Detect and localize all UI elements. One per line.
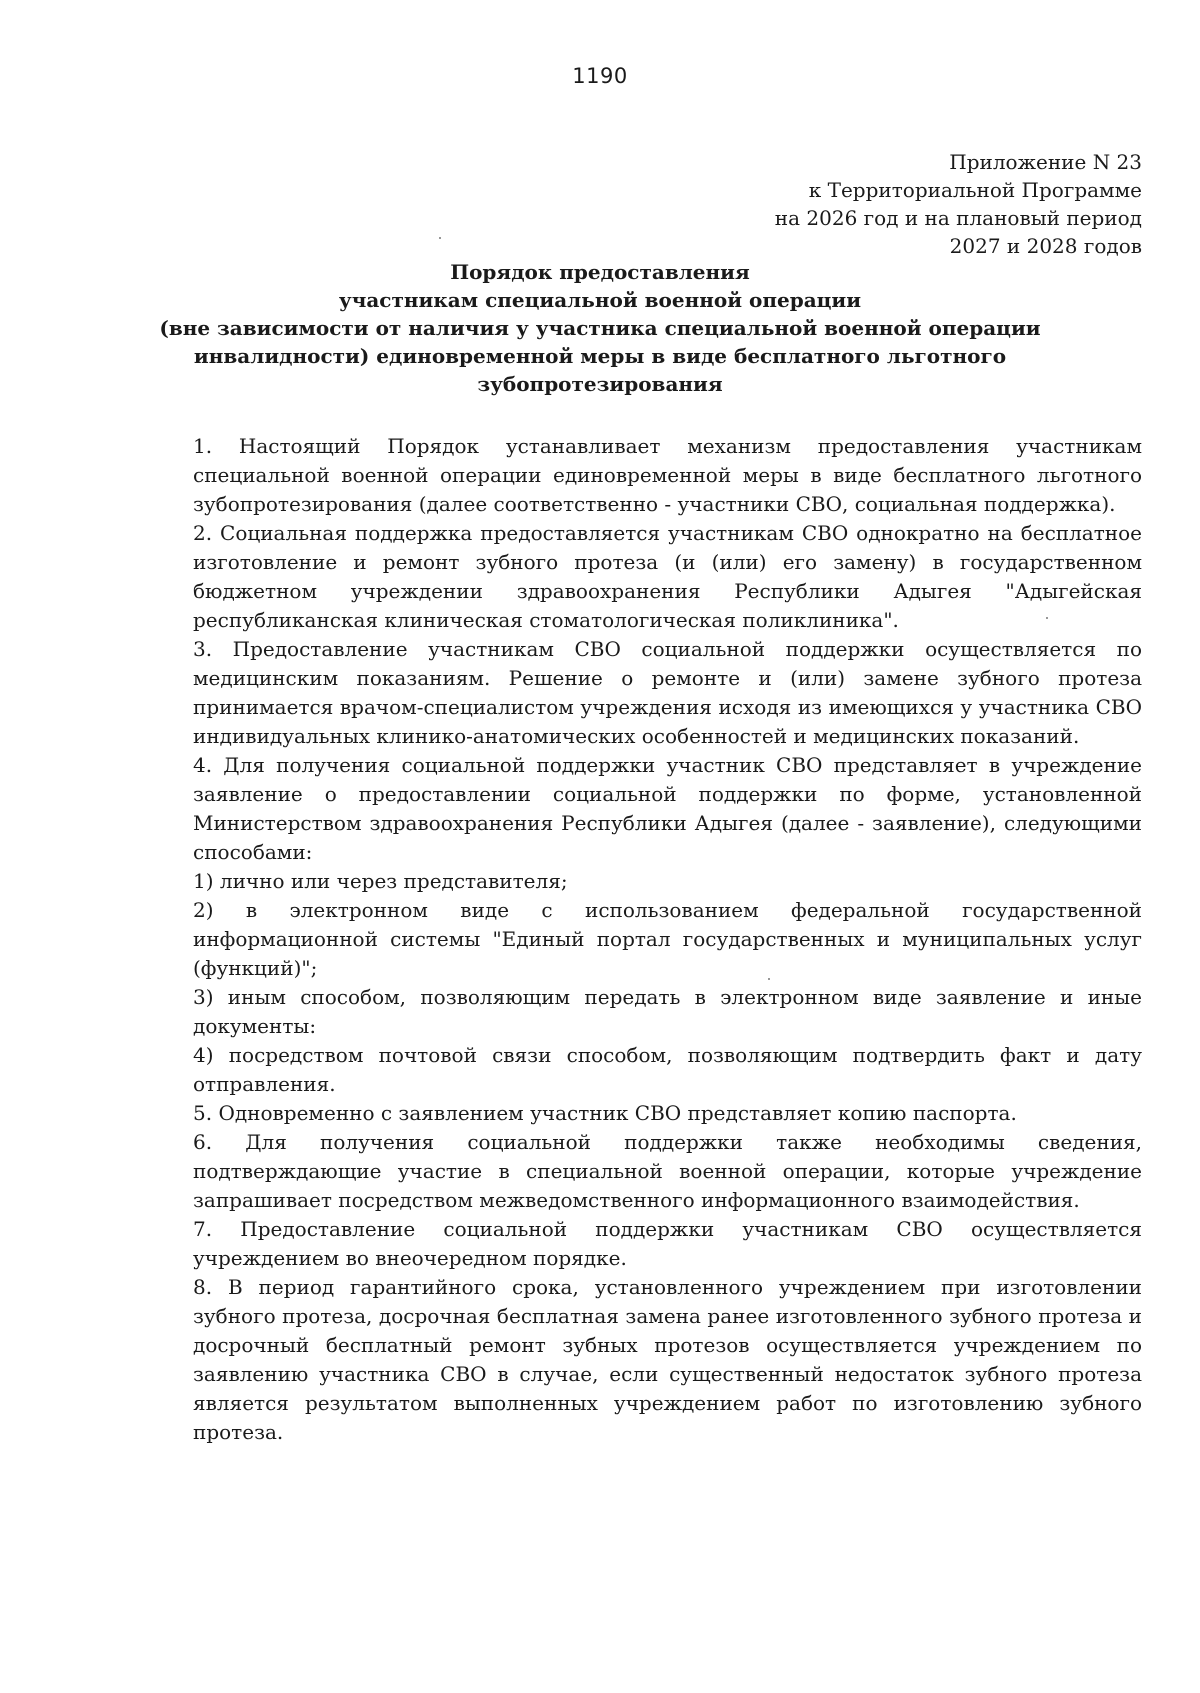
paragraph-1: 1. Настоящий Порядок устанавливает механизм предоставления участникам специальной военной операции единовременной меры в виде бесплатного льготного зубопротезирования (далее соответственно - участники СВО, социальная поддержка). bbox=[193, 434, 1142, 516]
list-item-3: 3) иным способом, позволяющим передать в электронном виде заявление и иные документы: bbox=[193, 985, 1142, 1038]
list-item-4: 4) посредством почтовой связи способом, позволяющим подтвердить факт и дату отправления. bbox=[193, 1043, 1142, 1096]
appendix-line: 2027 и 2028 годов bbox=[949, 234, 1142, 258]
list-item-1: 1) лично или через представителя; bbox=[193, 869, 568, 893]
title-line: (вне зависимости от наличия у участника специальной военной операции bbox=[159, 316, 1041, 340]
title-line: зубопротезирования bbox=[477, 372, 723, 396]
appendix-line: к Территориальной Программе bbox=[808, 178, 1142, 202]
paragraph-3: 3. Предоставление участникам СВО социальной поддержки осуществляется по медицинским показаниям. Решение о ремонте и (или) замене зубного протеза принимается врачом-специалистом учреждения исходя из имеющихся у участника СВО индивидуальных клинико-анатомических особенностей и медицинских показаний. bbox=[193, 637, 1142, 748]
document-body bbox=[193, 432, 1142, 1447]
appendix-line: на 2026 год и на плановый период bbox=[774, 206, 1142, 230]
paragraph-5: 5. Одновременно с заявлением участник СВО представляет копию паспорта. bbox=[193, 1101, 1017, 1125]
scan-speck bbox=[768, 978, 770, 980]
paragraph-6: 6. Для получения социальной поддержки также необходимы сведения, подтверждающие участие в специальной военной операции, которые учреждение запрашивает посредством межведомственного информационного взаимодействия. bbox=[193, 1130, 1142, 1212]
paragraph-4: 4. Для получения социальной поддержки участник СВО представляет в учреждение заявление о предоставлении социальной поддержки по форме, установленной Министерством здравоохранения Республики Адыгея (далее - заявление), следующими способами: bbox=[193, 753, 1142, 864]
page-number: 1190 bbox=[572, 64, 628, 88]
appendix-line: Приложение N 23 bbox=[949, 150, 1142, 174]
title-line: участникам специальной военной операции bbox=[338, 288, 862, 312]
list-item-2: 2) в электронном виде с использованием федеральной государственной информационной системы "Единый портал государственных и муниципальных услуг (функций)"; bbox=[193, 898, 1142, 980]
document-title bbox=[150, 258, 1050, 398]
paragraph-2: 2. Социальная поддержка предоставляется участникам СВО однократно на бесплатное изготовление и ремонт зубного протеза (и (или) его замену) в государственном бюджетном учреждении здравоохранения Республики Адыгея "Адыгейская республиканская клиническая стоматологическая поликлиника". bbox=[193, 521, 1142, 632]
paragraph-8: 8. В период гарантийного срока, установленного учреждением при изготовлении зубного протеза, досрочная бесплатная замена ранее изготовленного зубного протеза и досрочный бесплатный ремонт зубных протезов осуществляется учреждением по заявлению участника СВО в случае, если существенный недостаток зубного протеза является результатом выполненных учреждением работ по изготовлению зубного протеза. bbox=[193, 1275, 1142, 1444]
paragraph-7: 7. Предоставление социальной поддержки участникам СВО осуществляется учреждением во внеочередном порядке. bbox=[193, 1217, 1142, 1270]
title-line: инвалидности) единовременной меры в виде бесплатного льготного bbox=[193, 344, 1007, 368]
scan-speck bbox=[439, 237, 441, 239]
title-line: Порядок предоставления bbox=[450, 260, 750, 284]
appendix-header bbox=[775, 148, 1142, 260]
scan-speck bbox=[1046, 617, 1048, 619]
